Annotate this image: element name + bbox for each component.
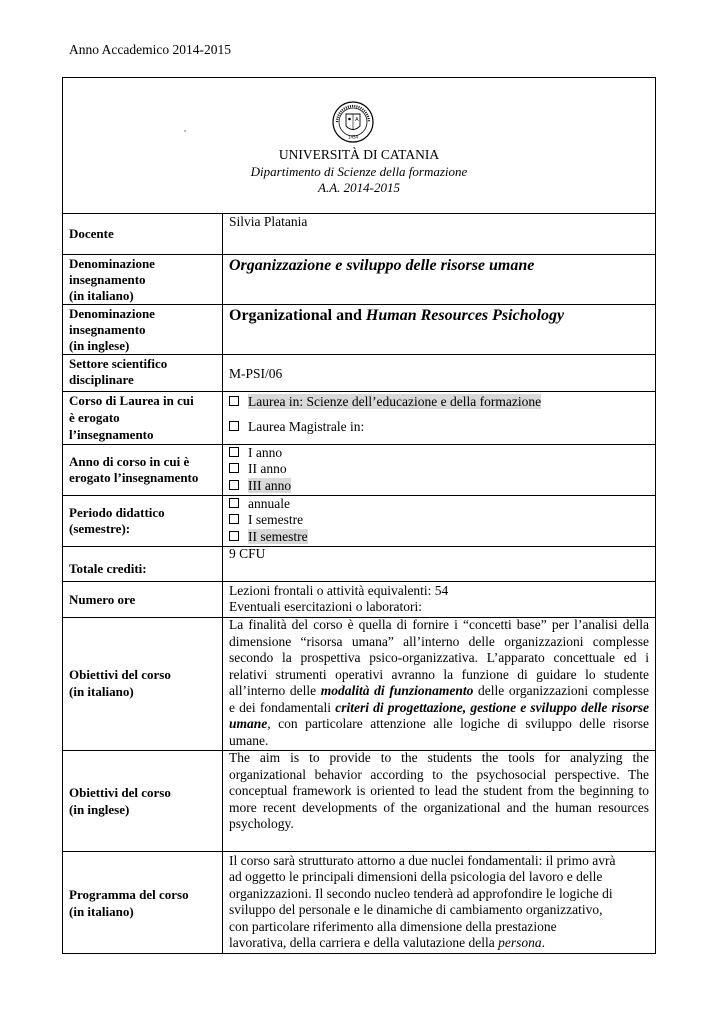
- option-laurea-label: Laurea in: Scienze dell’educazione e della formazione: [248, 394, 542, 409]
- obiettivi-it-bold1: modalità di funzionamento: [320, 683, 474, 698]
- option-laurea-magistrale[interactable]: [229, 419, 649, 436]
- svg-text:1434: 1434: [347, 134, 359, 140]
- value-den-it: Organizzazione e sviluppo delle risorse umane: [229, 257, 535, 274]
- checkbox-icon[interactable]: [229, 531, 239, 541]
- programma-line-1: Il corso sarà strutturato attorno a due nuclei fondamentali: il primo avrà: [229, 853, 616, 868]
- option-anno-2-label: II anno: [248, 461, 287, 476]
- label-obiettivi-it-1: Obiettivi del corso: [69, 667, 171, 682]
- label-den-it-3: (in italiano): [69, 288, 134, 303]
- programma-line-2: ad oggetto le principali dimensioni della psicologia del lavoro e delle: [229, 869, 603, 884]
- label-den-it-2: insegnamento: [69, 272, 146, 287]
- svg-text:A: A: [355, 117, 359, 123]
- programma-line-6-text: lavorativa, della carriera e della valutazione della: [229, 935, 499, 950]
- academic-year-note: Anno Accademico 2014-2015: [69, 42, 231, 57]
- value-settore: M-PSI/06: [229, 366, 283, 381]
- label-obiettivi-en-2: (in inglese): [69, 802, 130, 817]
- programma-line-6-end: .: [541, 935, 545, 950]
- value-den-en-plain: Organizational and: [229, 307, 366, 324]
- option-annuale-label: annuale: [248, 496, 290, 511]
- label-programma-2: (in italiano): [69, 904, 134, 919]
- programma-line-5: con particolare riferimento alla dimensione della prestazione: [229, 919, 557, 934]
- option-annuale[interactable]: [229, 496, 649, 513]
- label-periodo-2: (semestre):: [69, 521, 131, 536]
- option-anno-1[interactable]: [229, 445, 649, 462]
- option-anno-3-label: III anno: [248, 478, 292, 493]
- sheet-header: [63, 78, 655, 214]
- row-anno-corso: [63, 445, 655, 496]
- obiettivi-it-bold2: criteri di progettazione, gestione e sviluppo delle risorse umane: [229, 699, 649, 731]
- option-anno-3[interactable]: [229, 478, 649, 495]
- checkbox-icon[interactable]: [229, 463, 239, 473]
- checkbox-icon[interactable]: [229, 396, 239, 406]
- row-settore: [63, 355, 655, 392]
- label-corso-1: Corso di Laurea in cui: [69, 393, 194, 408]
- row-periodo: [63, 496, 655, 547]
- row-docente: [63, 213, 655, 255]
- checkbox-icon[interactable]: [229, 480, 239, 490]
- university-name: UNIVERSITÀ DI CATANIA: [278, 147, 440, 162]
- option-laurea-magistrale-label: Laurea Magistrale in:: [248, 419, 365, 434]
- label-den-en-1: Denominazione: [69, 306, 155, 321]
- label-crediti: Totale crediti:: [69, 561, 147, 576]
- label-programma-1: Programma del corso: [69, 887, 189, 902]
- option-laurea[interactable]: [229, 394, 649, 411]
- programma-line-3: organizzazioni. Il secondo nucleo tenderà ad approfondire le logiche di: [229, 886, 613, 901]
- checkbox-icon[interactable]: [229, 498, 239, 508]
- label-anno-2: erogato l’insegnamento: [69, 470, 199, 485]
- programma-line-6-italic: persona: [498, 935, 542, 950]
- checkbox-icon[interactable]: [229, 514, 239, 524]
- department-name: Dipartimento di Scienze della formazione: [250, 164, 468, 179]
- label-docente: Docente: [69, 226, 114, 241]
- option-semestre-1-label: I semestre: [248, 512, 304, 527]
- programma-line-4: sviluppo del personale e le dinamiche di cambiamento organizzativo,: [229, 902, 603, 917]
- label-den-en-3: (in inglese): [69, 338, 130, 353]
- value-den-en: [229, 308, 649, 325]
- option-semestre-1[interactable]: [229, 512, 649, 529]
- option-anno-1-label: I anno: [248, 445, 283, 460]
- label-numero-ore: Numero ore: [69, 592, 136, 607]
- university-seal-icon: [331, 100, 375, 144]
- value-obiettivi-it: [229, 617, 649, 749]
- row-numero-ore: [63, 582, 655, 618]
- obiettivi-it-part1: La finalità del corso è quella di fornire i “concetti base” per l’analisi della dimensione “risorsa umana” all’interno delle organizzazioni complesse secondo la prospettiva psico-organizzativa. L’apparato concettuale ed i relativi strumenti operativi avranno la funzione di guidare lo studente all’interno delle: [229, 617, 649, 698]
- row-obiettivi-it: [63, 618, 655, 751]
- label-settore-1: Settore scientifico: [69, 356, 168, 371]
- course-sheet: [62, 77, 656, 954]
- row-denominazione-en: [63, 305, 655, 355]
- label-den-it-1: Denominazione: [69, 256, 155, 271]
- option-anno-2[interactable]: [229, 461, 649, 478]
- label-settore-2: disciplinare: [69, 372, 134, 387]
- label-corso-2: è erogato: [69, 410, 120, 425]
- value-crediti: 9 CFU: [229, 546, 266, 561]
- checkbox-icon[interactable]: [229, 447, 239, 457]
- label-obiettivi-it-2: (in italiano): [69, 684, 134, 699]
- value-ore-line2: Eventuali esercitazioni o laboratori:: [229, 599, 423, 614]
- option-semestre-2-label: II semestre: [248, 529, 308, 544]
- label-corso-3: l’insegnamento: [69, 427, 154, 442]
- value-ore-line1: Lezioni frontali o attività equivalenti: 54: [229, 583, 449, 598]
- header-year: A.A. 2014-2015: [318, 180, 400, 195]
- label-den-en-2: insegnamento: [69, 322, 146, 337]
- label-periodo-1: Periodo didattico: [69, 505, 165, 520]
- value-obiettivi-en: The aim is to provide to the students the tools for analyzing the organizational behavior according to the psychosocial perspective. The conceptual framework is oriented to lead the student from the beginning to more recent developments of the organizational and the human resources psychology.: [229, 750, 649, 831]
- row-corso-laurea: [63, 392, 655, 445]
- checkbox-icon[interactable]: [229, 421, 239, 431]
- value-docente: Silvia Platania: [229, 214, 308, 229]
- row-crediti: [63, 547, 655, 582]
- row-programma: [63, 852, 655, 954]
- option-semestre-2[interactable]: [229, 529, 649, 546]
- row-denominazione-it: [63, 255, 655, 305]
- value-den-en-italic: Human Resources Psichology: [365, 307, 565, 324]
- speck: [184, 130, 186, 132]
- obiettivi-it-part3: , con particolare attenzione alle logiche di sviluppo delle risorse umane.: [229, 716, 649, 748]
- label-obiettivi-en-1: Obiettivi del corso: [69, 785, 171, 800]
- obiettivi-it-part2: delle organizzazioni complesse e dei fondamentali: [229, 683, 650, 715]
- label-anno-1: Anno di corso in cui è: [69, 454, 190, 469]
- programma-line-6: [229, 935, 649, 952]
- row-obiettivi-en: [63, 751, 655, 852]
